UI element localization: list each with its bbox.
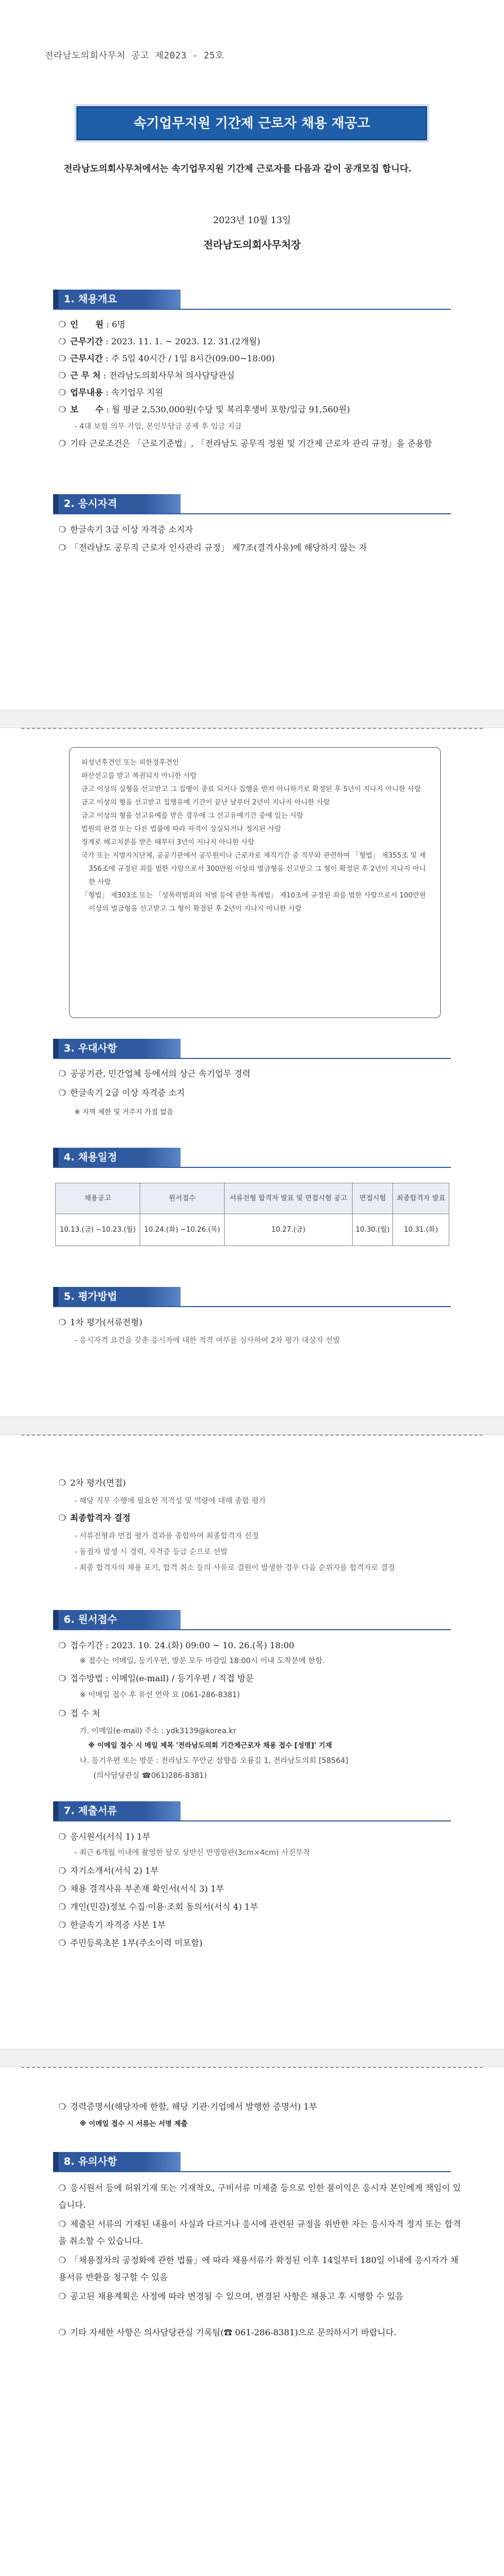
document-item: ❍ 경력증명서(해당자에 한함, 해당 기관·기업에서 발행한 증명서) 1부 [58,2099,462,2115]
bullet-icon: ❍ [58,2327,66,2337]
bullet-icon: ❍ [58,336,66,346]
application-email: 가. 이메일(e-mail) 주소 : ydk3139@korea.kr [80,1727,236,1735]
table-header: 면접시험 [353,1183,393,1214]
bullet-icon: ❍ [58,543,66,553]
bullet-icon: ❍ [58,1069,66,1079]
document-item: ❍ 응시원서(서식 1) 1부 [58,1829,462,1845]
bullet-icon: ❍ [58,524,66,535]
application-period: ❍ 접수기간 : 2023. 10. 24.(화) 09:00 ~ 10. 26.(목) 18:00 [58,1638,462,1654]
table-cell: 10.13.(금) ~10.23.(월) [56,1214,140,1246]
evaluation-step-1-desc: - 응시자격 요건을 갖춘 응시자에 대한 적격 여부를 심사하여 2차 평가 대상자 선발 [74,1336,340,1345]
notice-date: 2023년 10월 13일 [213,215,291,226]
evaluation-final-desc: - 서류전형과 면접 평가 결과를 종합하여 최종합격자 선정 [74,1532,259,1540]
document-note: ※ 이메일 접수 시 서류는 서명 제출 [80,2120,188,2128]
bullet-icon: ❍ [58,2219,66,2229]
bullet-icon: ❍ [58,319,66,329]
section-rule [53,1058,451,1059]
schedule-table [55,1183,449,1246]
page-break-line [21,728,483,729]
bullet-icon: ❍ [58,1088,66,1098]
document-subnote: - 최근 6개월 이내에 촬영한 탈모 상반신 반명함판(3cm×4cm) 사진부착 [74,1849,310,1857]
section-rule [53,513,451,514]
application-period-note: ※ 접수는 이메일, 등기우편, 방문 모두 마감일 18:00시 이내 도착분에 한함. [80,1657,325,1665]
document-item: ❍ 자기소개서(서식 2) 1부 [58,1863,462,1879]
issuer-org: 전라남도의회사무처장 [203,239,301,251]
page-break-line [21,1435,483,1436]
bullet-icon: ❍ [58,1673,66,1683]
bullet-icon: ❍ [58,1640,66,1650]
section-heading: 5. 평가방법 [53,1287,181,1306]
bullet-icon: ❍ [58,1513,66,1523]
caution-item: ❍ 응시원서 등에 허위기재 또는 기재착오, 구비서류 미제출 등으로 인한 불이익은 응시자 본인에게 책임이 있습니다. [58,2180,462,2214]
caution-item: ❍ 「채용절차의 공정화에 관한 법률」에 따라 채용서류가 확정된 이후 14일부터 180일 이내에 응시자가 채용서류 반환을 청구할 수 있음 [58,2252,462,2286]
table-header: 원서접수 [140,1183,225,1214]
page-break-line [21,2067,483,2068]
bullet-icon: ❍ [58,1938,66,1948]
application-mail: 나. 등기우편 또는 방문 : 전라남도 무안군 삼향읍 오룡길 1, 전라남도의회 [58564] [80,1757,348,1765]
bullet-icon: ❍ [58,1866,66,1876]
overview-item: ❍ 근무시간 : 주 5일 40시간 / 1일 8시간(09:00~18:00) [58,351,462,367]
bullet-icon: ❍ [58,1832,66,1842]
section-rule [53,309,451,310]
bullet-icon: ❍ [58,1478,66,1488]
table-header: 채용공고 [56,1183,140,1214]
document-item: ❍ 주민등록초본 1부(주소이력 미포함) [58,1935,462,1951]
preference-item: ❍ 한글속기 2급 이상 자격증 소지 [58,1085,462,1101]
table-cell: 10.27.(금) [225,1214,353,1246]
bullet-icon: ❍ [58,2291,66,2301]
page-gap [0,2049,504,2067]
page-1 [0,0,504,728]
application-email-note: ※ 이메일 접수 시 메일 제목 '전라남도의회 기간제근로자 채용 접수 [성명]' 기재 [88,1742,332,1750]
document-item: ❍ 한글속기 자격증 사본 1부 [58,1917,462,1933]
bullet-icon: ❍ [58,1902,66,1912]
page-gap [0,710,504,728]
overview-item: ❍ 근 무 처 : 전라남도의회사무처 의사담당관실 [58,368,462,384]
page-4 [0,2067,504,2576]
disqualification-box: 피성년후견인 또는 피한정후견인 파산선고를 받고 복권되지 아니한 사람 금고 이상의 실형을 선고받고 그 집행이 종료 되거나 집행을 받지 아니하기로 확정된 후 5년이 지나지 아니한 사람 금고 이상의 형을 선고받고 집행유예 기간이 끝난 날부터 2년이 지나지 아니한 사람 금고 이상의 형을 선고유예를 받은 경우에 그 선고유예기간 중에 있는 사람 법원의 판결 또는 다른 법률에 따라 자격이 상실되거나 정지된 사람 징계로 해고처분을 받은 때부터 3년이 지나지 아니한 사람 국가 또는 지방자치단체, 공공기관에서 공무원이나 근로자로 재직기간 중 직무와 관련하여 「형법」 제355조 및 제356조에 규정된 죄를 범한 사람으로서 300만원 이상의 벌금형을 선고받고 그 형이 확정된 후 2년이 지나지 아니한 사람 「형법」 제303조 또는 「성폭력범죄의 처벌 등에 관한 특례법」 제10조에 규정된 죄를 범한 사람으로서 100만원 이상의 벌금형을 선고받고 그 형이 확정된 후 2년이 지나지 아니한 사람 [69,747,441,1018]
overview-subnote: - 4대 보험 의무 가입, 본인부담금 공제 후 임금 지급 [74,422,242,431]
overview-item: ❍ 근무기간 : 2023. 11. 1. ~ 2023. 12. 31.(2개월) [58,334,462,350]
qualification-item: ❍ 한글속기 3급 이상 자격증 소지자 [58,522,462,538]
section-rule [53,1629,451,1630]
evaluation-final: ❍ 최종합격자 결정 [58,1510,462,1526]
section-heading: 6. 원서접수 [53,1610,181,1629]
section-heading: 1. 채용개요 [53,290,181,309]
bullet-icon: ❍ [58,1317,66,1327]
section-rule [53,1167,451,1168]
evaluation-step-2: ❍ 2차 평가(면접) [58,1475,462,1491]
application-method-note: ※ 이메일 접수 후 유선 연락 요 (061-286-8381) [80,1691,240,1699]
preference-item: ❍ 공공기관, 민간업체 등에서의 상근 속기업무 경력 [58,1066,462,1082]
application-method: ❍ 접수방법 : 이메일(e-mail) / 등기우편 / 직접 방문 [58,1671,462,1687]
section-rule [53,2171,451,2172]
table-header: 서류전형 합격자 발표 및 면접시험 공고 [225,1183,353,1214]
section-heading: 4. 채용일정 [53,1148,181,1167]
table-header: 최종합격자 발표 [393,1183,449,1214]
section-rule [53,1306,451,1307]
section-rule [53,1820,451,1821]
section-heading: 2. 응시자격 [53,494,181,513]
evaluation-step-1: ❍ 1차 평가(서류전형) [58,1315,462,1331]
bullet-icon: ❍ [58,2255,66,2265]
evaluation-final-desc: - 동점자 발생 시 경력, 자격증 등급 순으로 선발 [74,1548,228,1556]
qualification-item: ❍ 「전라남도 공무직 근로자 인사관리 규정」 제7조(결격사유)에 해당하지 않는 자 [58,540,462,556]
bullet-icon: ❍ [58,1920,66,1930]
application-contact: (의사담당관실 ☎061)286-8381) [93,1772,207,1780]
bullet-icon: ❍ [58,1884,66,1894]
section-heading: 7. 제출서류 [53,1801,181,1820]
table-cell: 10.24.(화) ~10.26.(목) [140,1214,225,1246]
preference-note: ※ 지역 제한 및 거주지 가점 없음 [74,1108,174,1116]
doc-number: 전라남도의회사무처 공고 제2023 - 25호 [45,50,225,61]
bullet-icon: ❍ [58,2102,66,2112]
page-2 [0,728,504,1435]
title-banner: 속기업무지원 기간제 근로자 채용 재공고 [76,106,427,140]
overview-item: ❍ 업무내용 : 속기업무 지원 [58,385,462,401]
table-row [56,1214,449,1246]
caution-item: ❍ 기타 자세한 사항은 의사담당관실 기록팀(☎ 061-286-8381)으로 문의하시기 바랍니다. [58,2324,462,2341]
page-gap [0,1417,504,1435]
document-item: ❍ 개인(민감)정보 수집·이용·조회 동의서(서식 4) 1부 [58,1899,462,1915]
caution-item: ❍ 제출된 서류의 기재된 내용이 사실과 다르거나 응시에 관련된 규정을 위반한 자는 응시자격 정지 또는 합격을 취소할 수 있습니다. [58,2216,462,2250]
bullet-icon: ❍ [58,353,66,363]
bullet-icon: ❍ [58,370,66,380]
bullet-icon: ❍ [58,2183,66,2193]
section-heading: 8. 유의사항 [53,2152,181,2171]
table-header-row [56,1183,449,1214]
document-item: ❍ 채용 결격사유 부존재 확인서(서식 3) 1부 [58,1881,462,1897]
bullet-icon: ❍ [58,1708,66,1718]
evaluation-step-2-desc: - 해당 직무 수행에 필요한 적격성 및 역량에 대해 종합 평가 [74,1497,266,1505]
table-cell: 10.31.(화) [393,1214,449,1246]
overview-item: ❍ 인 원 : 6명 [58,317,462,333]
bullet-icon: ❍ [58,404,66,414]
page-3 [0,1435,504,2067]
table-cell: 10.30.(월) [353,1214,393,1246]
overview-etc: ❍ 기타 근로조건은 「근로기준법」, 「전라남도 공무직 정원 및 기간제 근로자 관리 규정」을 준용함 [58,436,462,452]
bullet-icon: ❍ [58,438,66,448]
application-place: ❍ 접 수 처 [58,1706,462,1722]
overview-item: ❍ 보 수 : 월 평균 2,530,000원(수당 및 복리후생비 포함/일급 91,560원) [58,402,462,418]
section-heading: 3. 우대사항 [53,1039,181,1058]
bullet-icon: ❍ [58,387,66,397]
evaluation-final-desc: - 최종 합격자의 채용 포기, 합격 취소 등의 사유로 결원이 발생한 경우 다음 순위자를 합격자로 결정 [74,1564,395,1572]
caution-item: ❍ 공고된 채용계획은 사정에 따라 변경될 수 있으며, 변경된 사항은 채용고 후 시행할 수 있음 [58,2288,462,2305]
intro-text: 전라남도의회사무처에서는 속기업무지원 기간제 근로자를 다음과 같이 공개모집 합니다. [64,164,412,174]
